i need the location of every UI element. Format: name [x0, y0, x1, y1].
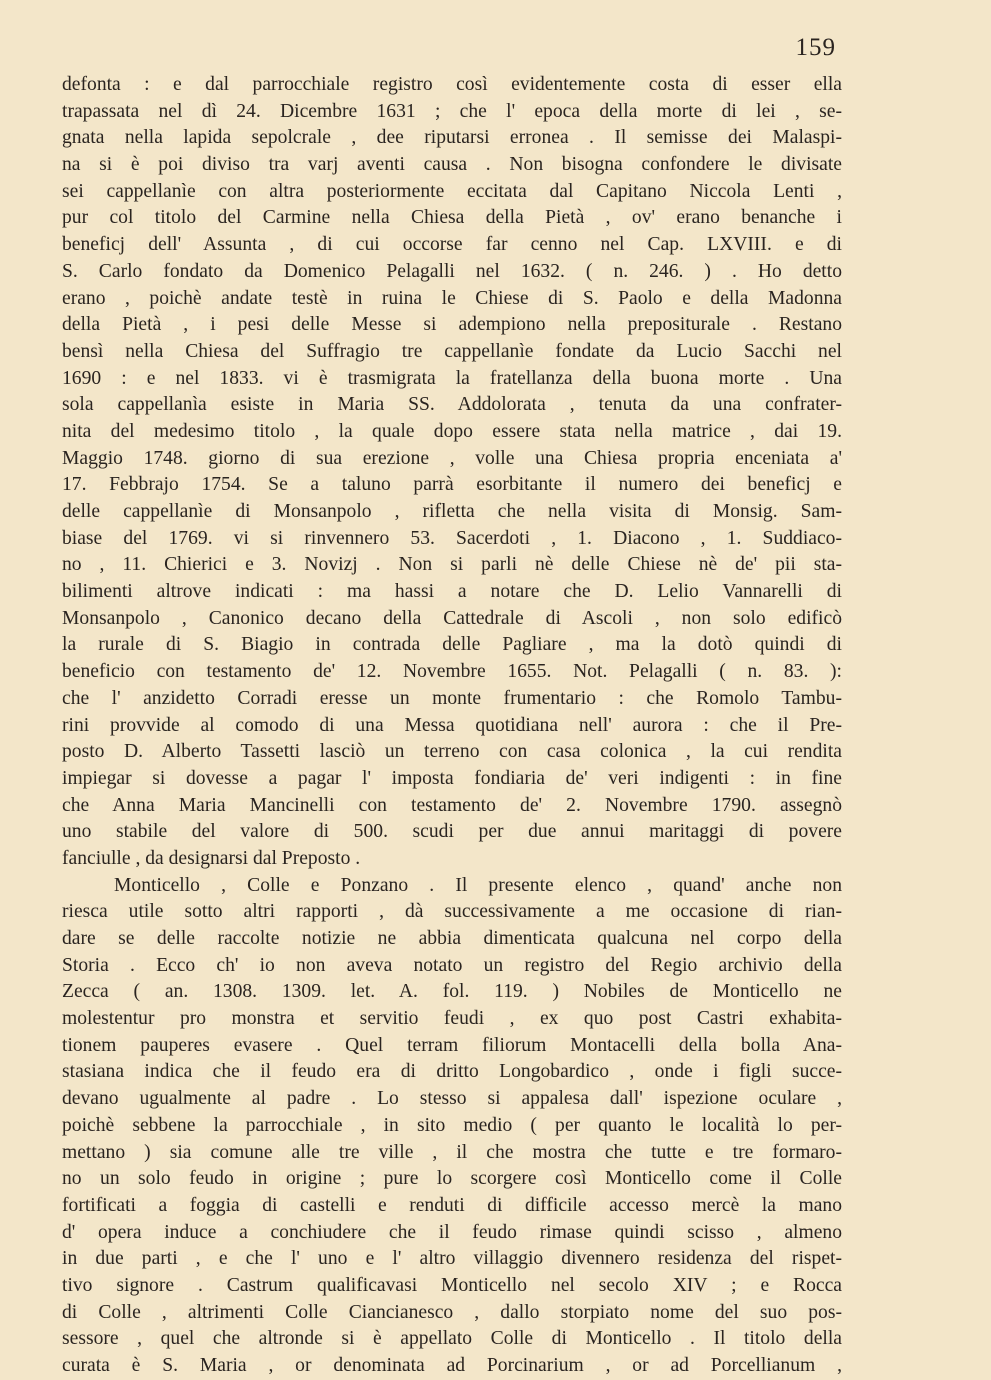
text-line: in due parti , e che l' uno e l' altro villaggio divennero residenza del rispet- — [62, 1248, 842, 1270]
text-line: tionem pauperes evasere . Quel terram filiorum Montacelli della bolla Ana- — [62, 1034, 842, 1056]
text-line: bensì nella Chiesa del Suffragio tre cappellanìe fondate da Lucio Sacchi nel — [62, 340, 842, 362]
text-line: beneficj dell' Assunta , di cui occorse far cenno nel Cap. LXVIII. e di — [62, 234, 842, 256]
text-line: fortificati a foggia di castelli e renduti di difficile accesso mercè la mano — [62, 1194, 842, 1216]
text-line: stasiana indica che il feudo era di dritto Longobardico , onde i figli succe- — [62, 1061, 842, 1083]
text-line: trapassata nel dì 24. Dicembre 1631 ; che l' epoca della morte di lei , se- — [62, 100, 842, 122]
text-line: che Anna Maria Mancinelli con testamento de' 2. Novembre 1790. assegnò — [62, 794, 842, 816]
text-line: posto D. Alberto Tassetti lasciò un terreno con casa colonica , la cui rendita — [62, 741, 842, 763]
text-line: mettano ) sia comune alle tre ville , il che mostra che tutte e tre formaro- — [62, 1141, 842, 1163]
text-line: tivo signore . Castrum qualificavasi Monticello nel secolo XIV ; e Rocca — [62, 1274, 842, 1296]
text-line: la rurale di S. Biagio in contrada delle Pagliare , ma la dotò quindi di — [62, 634, 842, 656]
text-line: bilimenti altrove indicati : ma hassi a notare che D. Lelio Vannarelli di — [62, 581, 842, 603]
text-line: d' opera induce a conchiudere che il feudo rimase quindi scisso , almeno — [62, 1221, 842, 1243]
text-line: delle cappellanìe di Monsanpolo , rifletta che nella visita di Monsig. Sam- — [62, 501, 842, 522]
body-text — [62, 72, 842, 1380]
text-line: curata è S. Maria , or denominata ad Porcinarium , or ad Porcellianum , — [62, 1355, 842, 1376]
page-number: 159 — [795, 34, 836, 61]
text-line: sessore , quel che altronde si è appellato Colle di Monticello . Il titolo della — [62, 1328, 842, 1350]
text-line: Storia . Ecco ch' io non aveva notato un registro del Regio archivio della — [62, 954, 842, 976]
text-line: poichè sebbene la parrocchiale , in sito medio ( per quanto le località lo per- — [62, 1114, 842, 1136]
text-line: devano ugualmente al padre . Lo stesso si appalesa dall' ispezione oculare , — [62, 1088, 842, 1110]
text-line: 1690 : e nel 1833. vi è trasmigrata la fratellanza della buona morte . Una — [62, 367, 842, 389]
text-line: uno stabile del valore di 500. scudi per due annui maritaggi di povere — [62, 821, 842, 843]
text-line: erano , poichè andate testè in ruina le Chiese di S. Paolo e della Madonna — [62, 287, 842, 309]
text-line: no un solo feudo in origine ; pure lo scorgere così Monticello come il Colle — [62, 1168, 842, 1190]
text-line: riesca utile sotto altri rapporti , dà successivamente a me occasione di rian- — [62, 901, 842, 923]
text-line: impiegar si dovesse a pagar l' imposta fondiaria de' veri indigenti : in fine — [62, 767, 842, 789]
text-line: 17. Febbrajo 1754. Se a taluno parrà esorbitante il numero dei beneficj e — [62, 474, 842, 496]
text-line: della Pietà , i pesi delle Messe si adempiono nella prepositurale . Restano — [62, 314, 842, 336]
text-line: no , 11. Chierici e 3. Novizj . Non si parli nè delle Chiese nè de' pii sta- — [62, 554, 842, 576]
text-line: dare se delle raccolte notizie ne abbia dimenticata qualcuna nel corpo della — [62, 928, 842, 949]
text-line: pur col titolo del Carmine nella Chiesa della Pietà , ov' erano benanche i — [62, 207, 842, 229]
text-line: Maggio 1748. giorno di sua erezione , volle una Chiesa propria enceniata a' — [62, 447, 842, 469]
text-line: fanciulle , da designarsi dal Preposto . — [62, 847, 361, 869]
text-line: S. Carlo fondato da Domenico Pelagalli nel 1632. ( n. 246. ) . Ho detto — [62, 260, 842, 282]
text-line: che l' anzidetto Corradi eresse un monte frumentario : che Romolo Tambu- — [62, 687, 842, 709]
paragraph-start-line: Monticello , Colle e Ponzano . Il presente elenco , quand' anche non — [114, 874, 842, 896]
text-line: na si è poi diviso tra varj aventi causa . Non bisogna confondere le divisate — [62, 154, 842, 176]
text-line: rini provvide al comodo di una Messa quotidiana nell' aurora : che il Pre- — [62, 714, 842, 736]
text-line: Zecca ( an. 1308. 1309. let. A. fol. 119. ) Nobiles de Monticello ne — [62, 981, 842, 1003]
text-line: gnata nella lapida sepolcrale , dee riputarsi erronea . Il semisse dei Malaspi- — [62, 127, 842, 149]
text-line: sei cappellanìe con altra posteriormente eccitata dal Capitano Niccola Lenti , — [62, 180, 842, 202]
text-line: defonta : e dal parrocchiale registro così evidentemente costa di esser ella — [62, 74, 842, 95]
text-line: di Colle , altrimenti Colle Ciancianesco , dallo storpiato nome del suo pos- — [62, 1301, 842, 1323]
text-line: Monsanpolo , Canonico decano della Cattedrale di Ascoli , non solo edificò — [62, 607, 842, 629]
text-line: beneficio con testamento de' 12. Novembre 1655. Not. Pelagalli ( n. 83. ): — [62, 661, 842, 683]
text-line: molestentur pro monstra et servitio feudi , ex quo post Castri exhabita- — [62, 1008, 842, 1030]
text-line: nita del medesimo titolo , la quale dopo essere stata nella matrice , dai 19. — [62, 420, 842, 442]
text-line: biase del 1769. vi si rinvennero 53. Sacerdoti , 1. Diacono , 1. Suddiaco- — [62, 527, 842, 549]
text-line: sola cappellanìa esiste in Maria SS. Addolorata , tenuta da una confrater- — [62, 394, 842, 416]
